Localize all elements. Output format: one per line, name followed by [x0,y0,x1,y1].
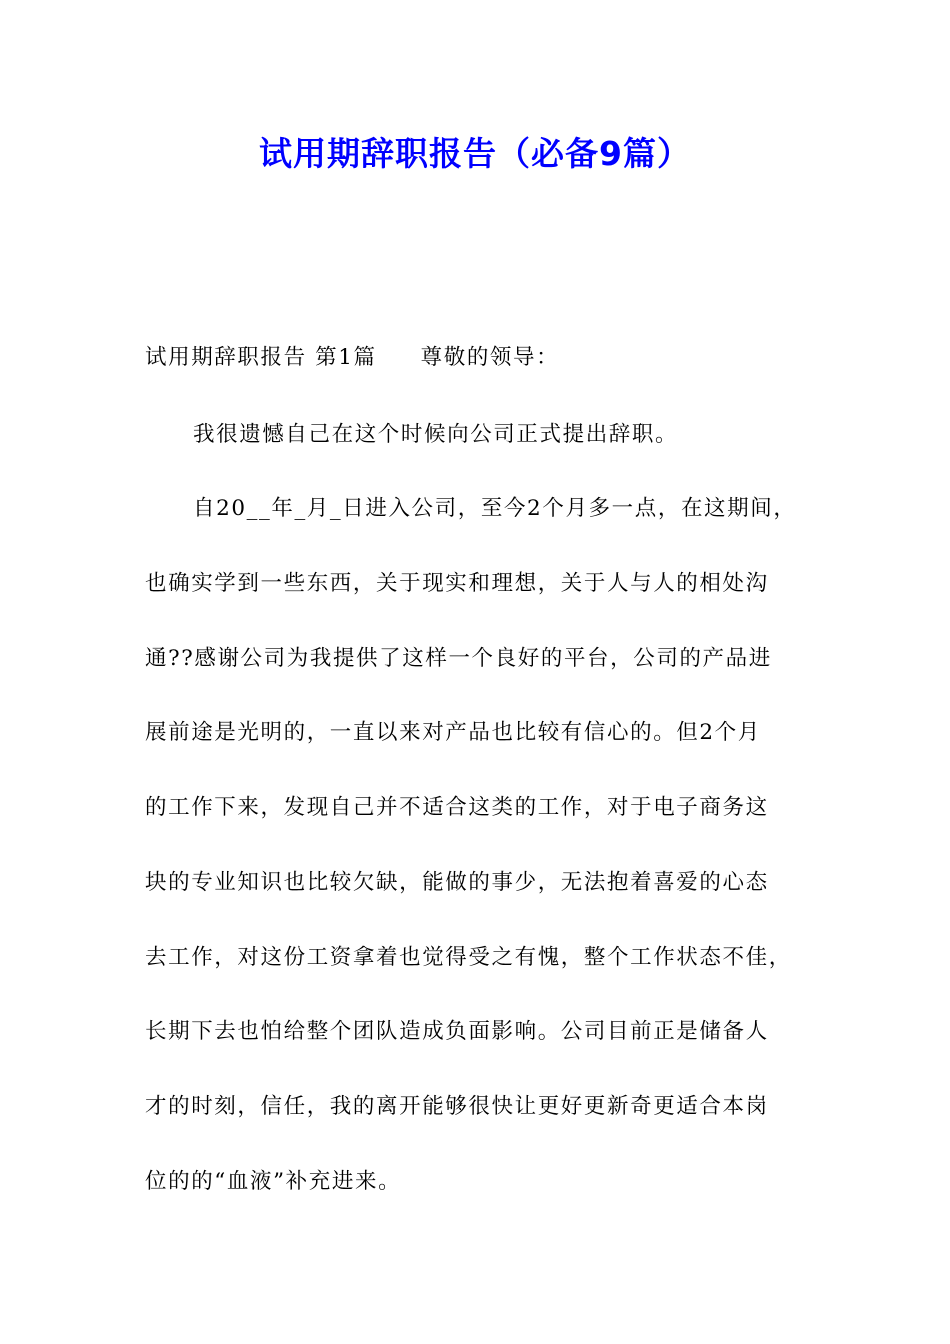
section-heading-line [145,343,845,373]
paragraph-2-line-2: 也确实学到一些东西，关于现实和理想，关于人与人的相处沟 [145,571,769,596]
paragraph-2-line-7: 去工作，对这份工资拿着也觉得受之有愧，整个工作状态不佳， [145,945,792,970]
paragraph-2-line-9: 才的时刻，信任，我的离开能够很快让更好更新奇更适合本岗 [145,1094,769,1119]
paragraph-2-line-6: 块的专业知识也比较欠缺，能做的事少，无法抱着喜爱的心态 [145,870,769,895]
paragraph-2-line-8: 长期下去也怕给整个团队造成负面影响。公司目前正是储备人 [145,1019,769,1044]
paragraph-2-line-5: 的工作下来，发现自己并不适合这类的工作，对于电子商务这 [145,795,769,820]
salutation: 尊敬的领导： [420,345,560,370]
paragraph-2-line-10: 位的的“血液”补充进来。 [145,1169,402,1194]
paragraph-1: 我很遗憾自己在这个时候向公司正式提出辞职。 [193,422,679,447]
section-label: 试用期辞职报告 第1篇 [145,345,377,370]
paragraph-2-line-4: 展前途是光明的，一直以来对产品也比较有信心的。但2个月 [145,720,761,745]
paragraph-2-line-3: 通??感谢公司为我提供了这样一个良好的平台，公司的产品进 [145,646,772,671]
document-title: 试用期辞职报告（必备9篇） [259,134,691,173]
paragraph-2-line-1: 自20__年_月_日进入公司，至今2个月多一点，在这期间， [193,496,797,521]
